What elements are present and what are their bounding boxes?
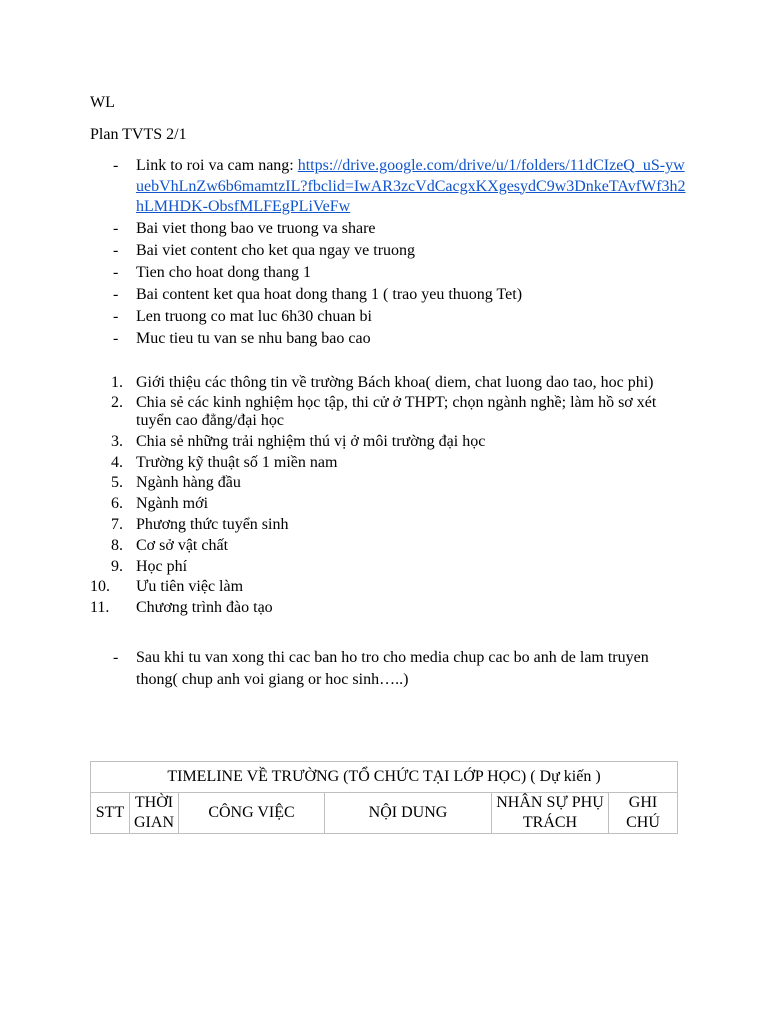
numbered-item <box>90 473 690 493</box>
item-text: Trường kỹ thuật số 1 miền nam <box>136 453 338 471</box>
timeline-table <box>90 761 678 834</box>
numbered-item <box>90 453 690 473</box>
list-item <box>90 329 690 349</box>
table-title-row <box>91 762 678 793</box>
item-number: 11. <box>90 599 110 617</box>
numbered-topic-list <box>90 373 690 619</box>
numbered-item <box>90 536 690 556</box>
dash-marker: - <box>113 649 119 666</box>
item-text: Cơ sở vật chất <box>136 536 229 554</box>
list-item <box>90 156 690 218</box>
column-header-stt: STT <box>91 793 130 834</box>
item-number: 10. <box>90 578 110 596</box>
list-item <box>90 285 690 305</box>
list-item <box>90 307 690 327</box>
item-text: Ngành hàng đầu <box>136 474 241 492</box>
list-item <box>90 647 690 691</box>
task-dash-list <box>90 156 690 352</box>
item-text: Ngành mới <box>136 495 209 513</box>
item-number: 3. <box>111 432 123 450</box>
item-number: 4. <box>111 453 123 471</box>
numbered-item <box>90 515 690 535</box>
column-header-cong-viec: CÔNG VIỆC <box>179 793 325 834</box>
list-item-text: Bai viet content cho ket qua ngay ve truong <box>136 241 416 259</box>
item-number: 8. <box>111 536 123 554</box>
list-item-text: Bai viet thong bao ve truong va share <box>136 219 376 237</box>
dash-marker: - <box>113 308 119 326</box>
item-number: 1. <box>111 374 123 391</box>
list-item-text: Len truong co mat luc 6h30 chuan bi <box>136 308 372 326</box>
numbered-item <box>90 577 690 597</box>
item-text: Giới thiệu các thông tin về trường Bách khoa( diem, chat luong dao tao, hoc phi) <box>136 374 654 391</box>
list-item-text: Tien cho hoat dong thang 1 <box>136 263 311 281</box>
list-item-text: Muc tieu tu van se nhu bang bao cao <box>136 330 371 348</box>
numbered-item <box>90 432 690 452</box>
list-item <box>90 219 690 239</box>
table-header-row <box>91 793 678 834</box>
numbered-item <box>90 598 690 618</box>
dash-marker: - <box>113 286 119 304</box>
list-item-text: Sau khi tu van xong thi cac ban ho tro cho media chup cac bo anh de lam truyen thong( chup anh voi giang or hoc sinh…..) <box>136 649 649 688</box>
item-number: 6. <box>111 495 123 513</box>
item-number: 5. <box>111 474 123 492</box>
item-text: Phương thức tuyển sinh <box>136 515 289 533</box>
item-text: Ưu tiên việc làm <box>136 578 244 596</box>
item-number: 9. <box>111 557 123 575</box>
dash-marker: - <box>113 157 119 174</box>
item-number: 2. <box>111 393 123 411</box>
doc-heading-wl: WL <box>90 94 115 111</box>
list-item <box>90 263 690 283</box>
list-item-text: Bai content ket qua hoat dong thang 1 ( trao yeu thuong Tet) <box>136 286 523 304</box>
column-header-nhan-su: NHÂN SỰ PHỤ TRÁCH <box>492 793 609 834</box>
item-text: Chương trình đào tạo <box>136 599 273 617</box>
numbered-item <box>90 394 690 430</box>
drive-folder-link[interactable]: https://drive.google.com/drive/u/1/folders/11dCIzeQ_uS-ywuebVhLnZw6b6mamtzIL?fbclid=IwAR3zcVdCacgxKXgesydC9w3DnkeTAvfWf3h2hLMHDK-ObsfMLFEgPLiVeFw <box>136 157 686 215</box>
doc-heading-plan: Plan TVTS 2/1 <box>90 126 187 143</box>
item-text: Chia sẻ các kinh nghiệm học tập, thi cử ở THPT; chọn ngành nghề; làm hồ sơ xét tuyển cao đẳng/đại học <box>136 393 657 429</box>
list-item <box>90 241 690 261</box>
item-text: Học phí <box>136 557 188 575</box>
dash-marker: - <box>113 330 119 348</box>
column-header-noi-dung: NỘI DUNG <box>325 793 492 834</box>
numbered-item <box>90 557 690 577</box>
numbered-item <box>90 373 690 393</box>
dash-marker: - <box>113 263 119 281</box>
column-header-ghi-chu: GHI CHÚ <box>609 793 678 834</box>
list-item-text: Link to roi va cam nang: <box>136 157 298 174</box>
followup-dash-list <box>90 647 690 691</box>
dash-marker: - <box>113 219 119 237</box>
item-text: Chia sẻ những trải nghiệm thú vị ở môi trường đại học <box>136 432 486 450</box>
item-number: 7. <box>111 515 123 533</box>
numbered-item <box>90 494 690 514</box>
table-title: TIMELINE VỀ TRƯỜNG (TỔ CHỨC TẠI LỚP HỌC) ( Dự kiến ) <box>91 762 678 793</box>
dash-marker: - <box>113 241 119 259</box>
column-header-thoi-gian: THỜI GIAN <box>130 793 179 834</box>
